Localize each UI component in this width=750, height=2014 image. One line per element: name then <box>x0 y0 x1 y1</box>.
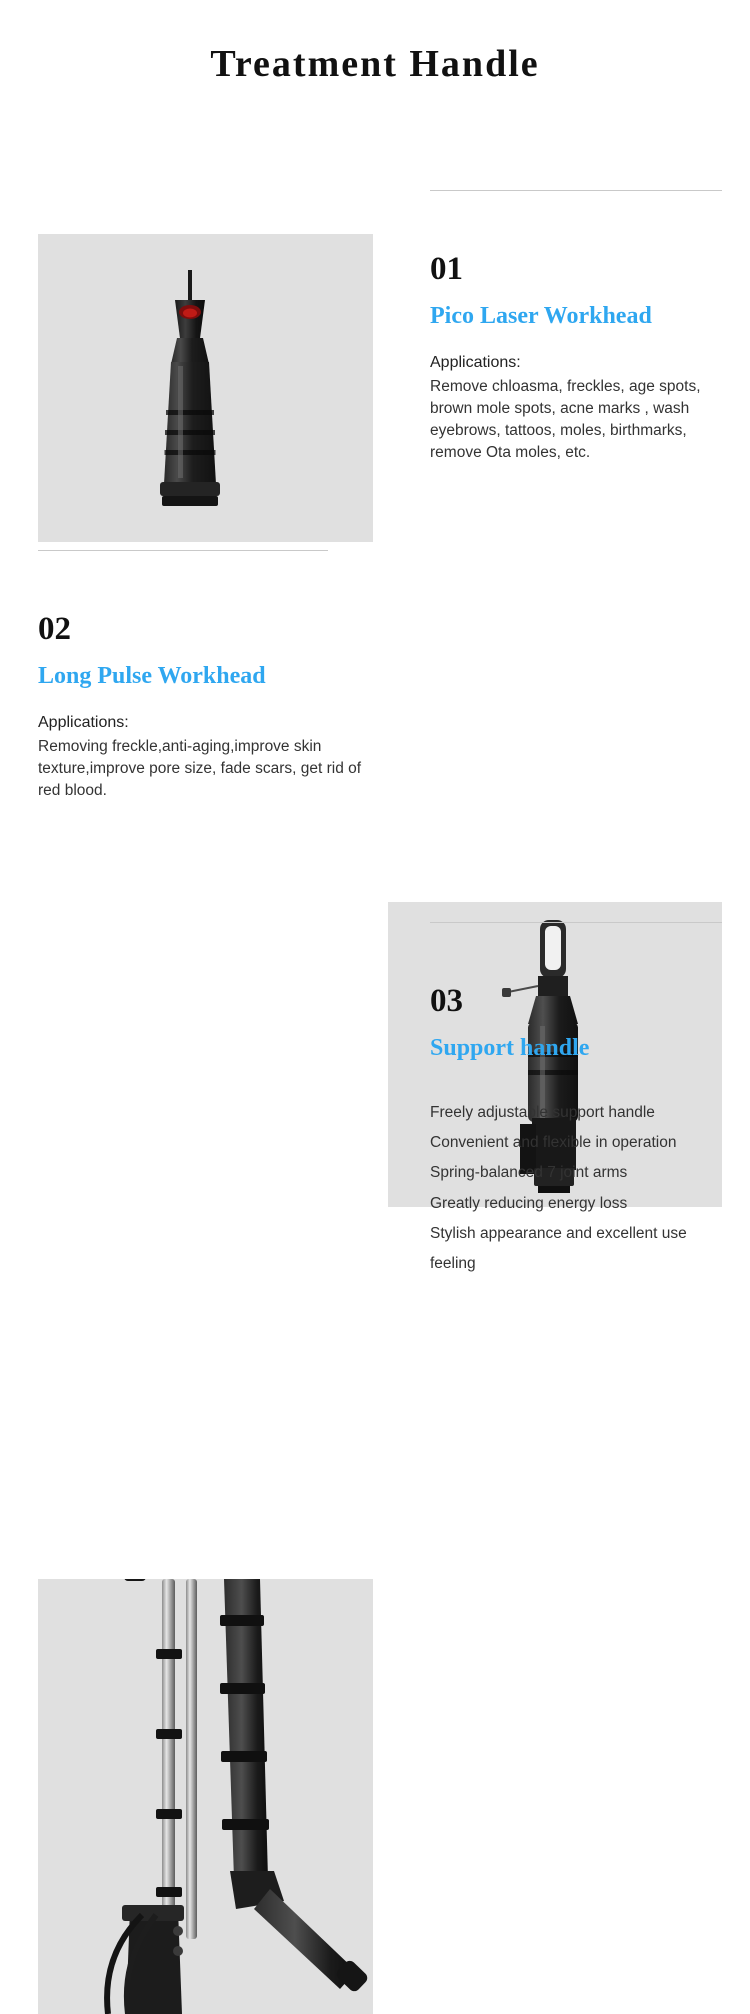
block-01-body: Remove chloasma, freckles, age spots, brown mole spots, acne marks , wash eyebrows, tattoos, moles, birthmarks, remove Ota moles, etc. <box>430 378 701 461</box>
block-03-number: 03 <box>430 983 463 1019</box>
support-handle-illustration <box>38 1579 373 2014</box>
block-03-text <box>430 922 722 1279</box>
block-02-applications-label: Applications: <box>38 714 129 731</box>
pico-laser-workhead-illustration <box>38 234 373 542</box>
pico-laser-workhead-photo <box>38 234 373 542</box>
block-01-number: 01 <box>430 251 463 287</box>
block-03-line: Freely adjustable support handle <box>430 1104 655 1121</box>
block-03-line: feeling <box>430 1255 476 1273</box>
block-01-applications-label: Applications: <box>430 354 521 371</box>
divider <box>38 550 328 551</box>
block-03-line: Convenient and flexible in operation <box>430 1134 677 1152</box>
support-handle-photo <box>38 1579 373 2014</box>
block-01-text <box>430 190 722 464</box>
block-03-line: Stylish appearance and excellent use <box>430 1224 687 1242</box>
block-02-body: Removing freckle,anti-aging,improve skin texture,improve pore size, fade scars, get rid of red blood. <box>38 738 362 799</box>
block-02-number: 02 <box>38 611 71 647</box>
block-03-line: Spring-balanced 7 joint arms <box>430 1164 628 1182</box>
block-03-heading: Support handle <box>430 1035 590 1061</box>
page-title: Treatment Handle <box>210 43 540 85</box>
divider <box>430 190 722 191</box>
block-02-heading: Long Pulse Workhead <box>38 663 266 689</box>
divider <box>430 922 722 923</box>
block-03-line: Greatly reducing energy loss <box>430 1194 628 1212</box>
block-02-text <box>38 550 368 802</box>
block-01-heading: Pico Laser Workhead <box>430 303 652 329</box>
